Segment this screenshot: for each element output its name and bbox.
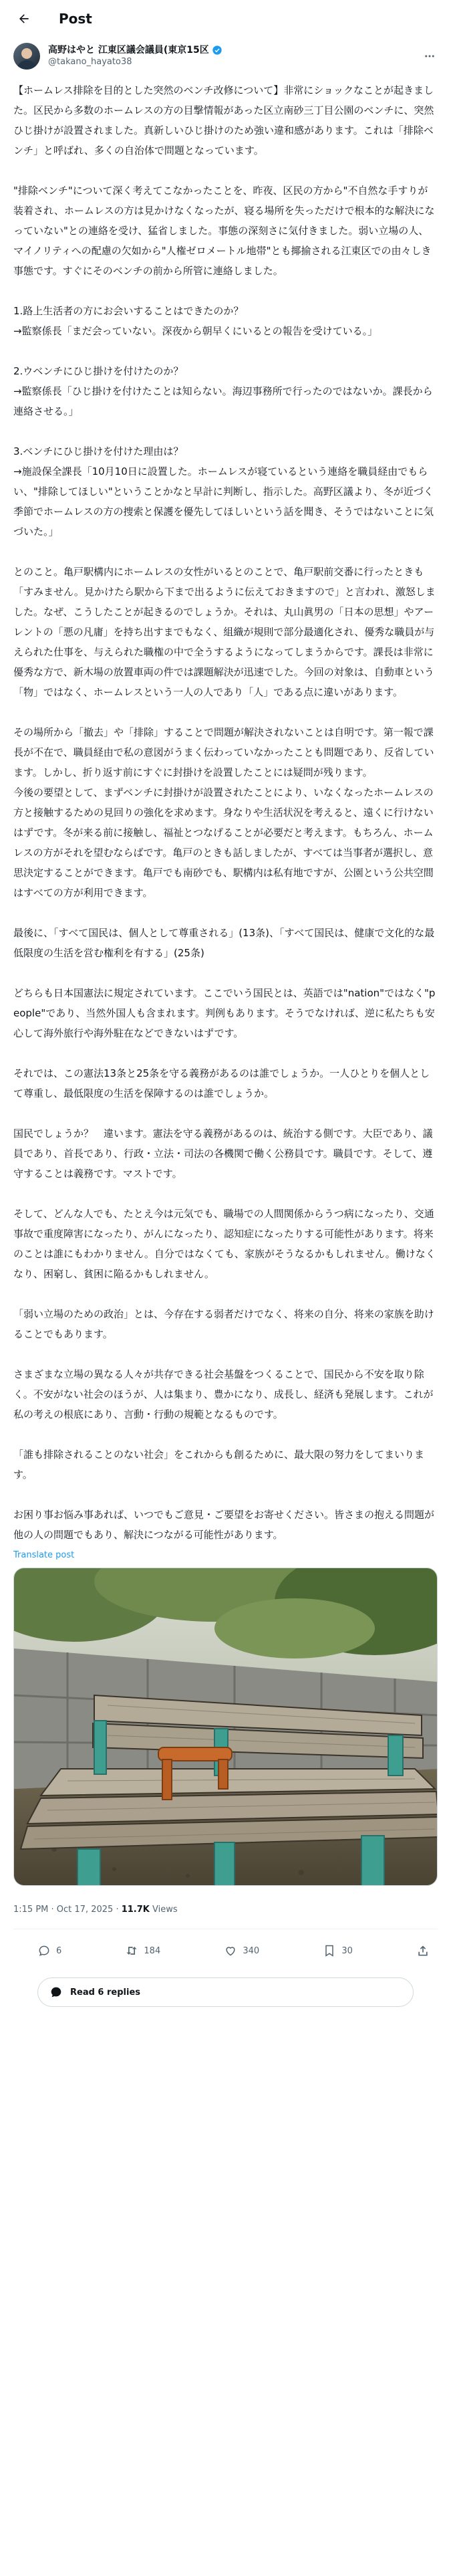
- like-count: 340: [243, 1945, 260, 1956]
- replies-bubble-icon: [49, 1985, 63, 2000]
- reply-count: 6: [56, 1945, 62, 1956]
- arrow-left-icon: [17, 12, 31, 25]
- translate-post-link[interactable]: Translate post: [13, 1550, 75, 1560]
- bookmark-icon: [323, 1944, 336, 1957]
- like-button[interactable]: [224, 1944, 259, 1957]
- heart-icon: [224, 1944, 237, 1957]
- more-options-button[interactable]: [422, 48, 438, 64]
- reply-icon: [37, 1944, 51, 1957]
- bookmark-button[interactable]: [323, 1944, 353, 1957]
- post-image[interactable]: [13, 1568, 438, 1886]
- post-author: [0, 37, 451, 75]
- top-bar: [0, 0, 451, 37]
- repost-count: 184: [144, 1945, 161, 1956]
- avatar[interactable]: [13, 43, 40, 70]
- post-text: 【ホームレス排除を目的とした突然のベンチ改修について】非常にショックなことが起きました。区民から多数のホームレスの方の目撃情報があった区立南砂三丁目公園のベンチに、突然ひじ掛けが設置されました。真新しいひじ掛けのため強い違和感があります。これは「排除ベンチ」と呼ばれ、多くの自治体で問題となっています。 "排除ベンチ"について深く考えてこなかったことを、昨夜、区民の方から"不自然な手すりが装着され、ホームレスの方は見かけなくなったが、寝る場所を失っただけで根本的な解決になっていない"との連絡を受け、猛省しました。事態の深刻さに気付きました。弱い立場の人、マイノリティへの配慮の欠如から"人権ゼロメートル地帯"とも揶揄される江東区での由々しき事態です。すぐにそのベンチの前から所管に連絡しました。 1.路上生活者の方にお会いすることはできたのか？ →監察係長「まだ会っていない。深夜から朝早くにいるとの報告を受けている。」 2.ウベンチにひじ掛けを付けたのか？ →監察係長「ひじ掛けを付けたことは知らない。海辺事務所で行ったのではないか。課長から連絡させる。」 3.ベンチにひじ掛けを付けた理由は？ →施設保全課長「10月10日に設置した。ホームレスが寝ているという連絡を職員経由でもらい、"排除してほしい"ということかなと早計に判断し、指示した。高野区議より、冬が近づく季節でホームレスの方の捜索と保護を優先してほしいという話を聞き、そうではないことに気づいた。」 とのこと。亀戸駅構内にホームレスの女性がいるとのことで、亀戸駅前交番に行ったときも「すみません。見かけたら駅から下まで出るように伝えておきますので」と言われ、激怒しました。なぜ、こうしたことが起きるのでしょうか。それは、丸山眞男の「日本の思想」やアーレントの「悪の凡庸」を持ち出すまでもなく、組織が規則で部分最適化され、優秀な職員が与えられた仕事を、与えられた職権の中で全うするようになってしまうからです。課長は非常に優秀な方で、新木場の放置車両の件では課題解決が迅速でした。今回の対象は、自動車という「物」ではなく、ホームレスという一人の人であり「人」である点に違いがあります。 その場所から「撤去」や「排除」することで問題が解決されないことは自明です。第一報で課長が不在で、職員経由で私の意図がうまく伝わっていなかったことも問題であり、反省しています。しかし、折り返す前にすぐに封掛けを設置したことには疑問が残ります。 今後の要望として、まずベンチに封掛けが設置されたことにより、いなくなったホームレスの方と接触するための見回りの強化を求めます。身なりや生活状況を考えると、遠くに行けないはずです。冬が来る前に接触し、福祉とつなげることが必要だと考えます。もちろん、ホームレスの方がそれを望むならばです。亀戸のときも話しましたが、すべては当事者が選択し、意思決定することができます。亀戸でも南砂でも、駅構内は私有地ですが、公園という公共空間はすべての方が利用できます。 最後に、「すべて国民は、個人として尊重される」(13条)、「すべて国民は、健康で文化的な最低限度の生活を営む権利を有する」(25条) どちらも日本国憲法に規定されています。ここでいう国民とは、英語では"nation"ではなく"people"であり、当然外国人も含まれます。判例もあります。そうでなければ、逆に私たちも安心して海外旅行や海外駐在などできないはずです。 それでは、この憲法13条と25条を守る義務があるのは誰でしょうか。一人ひとりを個人として尊重し、最低限度の生活を保障するのは誰でしょうか。 国民でしょうか？ 違います。憲法を守る義務があるのは、統治する側です。大臣であり、議員であり、首長であり、行政・立法・司法の各機関で働く公務員です。職員です。そして、遵守することは義務です。マストです。 そして、どんな人でも、たとえ今は元気でも、職場での人間関係からうつ病になったり、交通事故で重度障害になったり、がんになったり、認知症になったりする可能性があります。将来のことは誰にもわかりません。自分ではなくても、家族がそうなるかもしれません。働けなくなり、困窮し、貧困に陥るかもしれません。 「弱い立場のための政治」とは、今存在する弱者だけでなく、将来の自分、将来の家族を助けることでもあります。 さまざまな立場の異なる人々が共存できる社会基盤をつくることで、国民から不安を取り除く。不安がない社会のほうが、人は集まり、豊かになり、成長し、経済も発展します。これが私の考えの根底にあり、言動・行動の規範となるものです。 「誰も排除されることのない社会」をこれからも創るために、最大限の努力をしてまいります。 お困り事お悩み事あれば、いつでもご意見・ご要望をお寄せください。皆さまの抱える問題が他の人の問題でもあり、解決につながる可能性があります。: [13, 84, 436, 1541]
- post-time[interactable]: 1:15 PM: [13, 1905, 49, 1915]
- verified-badge-icon: [212, 45, 222, 56]
- more-dots-icon: [424, 50, 436, 62]
- author-name-row: [48, 44, 414, 56]
- bookmark-count: 30: [341, 1945, 353, 1956]
- views-label: Views: [152, 1905, 178, 1915]
- action-bar: [0, 1935, 451, 1967]
- views-count: 11.7K: [121, 1905, 150, 1915]
- read-replies-button[interactable]: [37, 1977, 414, 2007]
- back-button[interactable]: [13, 8, 35, 29]
- reply-button[interactable]: [37, 1944, 61, 1957]
- share-button[interactable]: [416, 1944, 430, 1957]
- post-date[interactable]: Oct 17, 2025: [56, 1905, 114, 1915]
- read-replies-label: Read 6 replies: [70, 1987, 141, 1998]
- share-icon: [416, 1944, 430, 1957]
- author-name[interactable]: 高野はやと 江東区議会議員(東京15区: [48, 45, 209, 56]
- author-handle[interactable]: @takano_hayato38: [48, 57, 132, 67]
- post-meta: 1:15 PM · Oct 17, 2025 · 11.7K Views: [13, 1905, 178, 1915]
- repost-button[interactable]: [125, 1944, 160, 1957]
- page-title: Post: [59, 11, 92, 27]
- bench-photo: [14, 1568, 438, 1886]
- repost-icon: [125, 1944, 138, 1957]
